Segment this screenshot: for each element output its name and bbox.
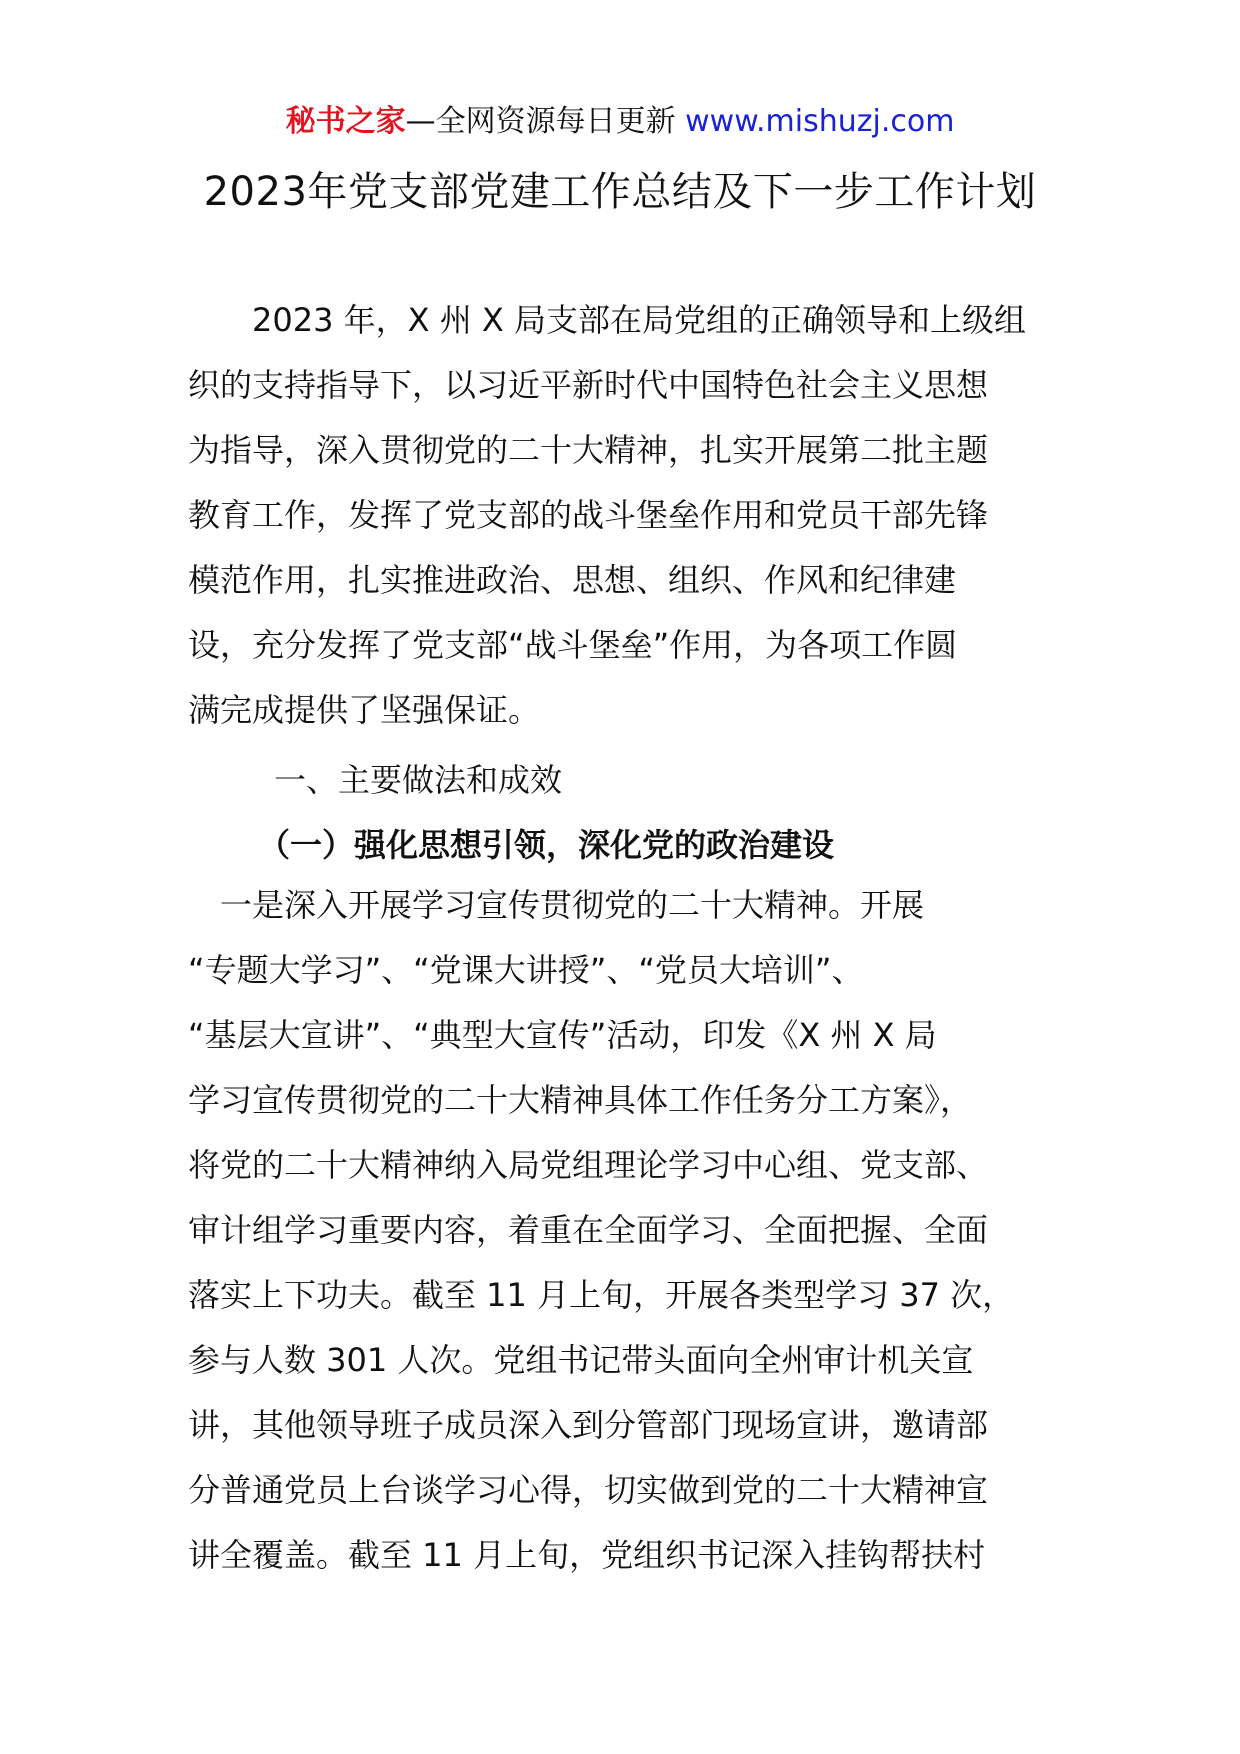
header-url-link[interactable]: www.mishuzj.com	[685, 104, 955, 139]
paragraph-line: 2023 年，X 州 X 局支部在局党组的正确领导和上级组	[188, 301, 1026, 339]
header-tagline: —全网资源每日更新	[405, 104, 676, 139]
paragraph-line: “专题大学习”、“党课大讲授”、“党员大培训”、	[188, 951, 864, 989]
paragraph-line: 教育工作，发挥了党支部的战斗堡垒作用和党员干部先锋	[188, 496, 989, 534]
paragraph-line: 一是深入开展学习宣传贯彻党的二十大精神。开展	[188, 886, 925, 924]
paragraph-line: 审计组学习重要内容，着重在全面学习、全面把握、全面	[188, 1211, 989, 1249]
paragraph-line: 为指导，深入贯彻党的二十大精神，扎实开展第二批主题	[188, 431, 989, 469]
paragraph-line: “基层大宣讲”、“典型大宣传”活动，印发《X 州 X 局	[188, 1016, 937, 1054]
section-heading: 一、主要做法和成效	[274, 761, 563, 799]
paragraph-line: 满完成提供了坚强保证。	[188, 691, 541, 729]
paragraph-line: 讲，其他领导班子成员深入到分管部门现场宣讲，邀请部	[188, 1406, 989, 1444]
body-paragraph	[188, 873, 1058, 1588]
subsection-heading: （一）强化思想引领，深化党的政治建设	[258, 826, 835, 864]
paragraph-line: 将党的二十大精神纳入局党组理论学习中心组、党支部、	[188, 1146, 989, 1184]
document-title: 2023年党支部党建工作总结及下一步工作计划	[203, 169, 1037, 215]
paragraph-line: 分普通党员上台谈学习心得，切实做到党的二十大精神宣	[188, 1471, 989, 1509]
paragraph-line: 模范作用，扎实推进政治、思想、组织、作风和纪律建	[188, 561, 957, 599]
brand-name: 秘书之家	[285, 104, 406, 139]
paragraph-line: 落实上下功夫。截至 11 月上旬，开展各类型学习 37 次，	[188, 1276, 1015, 1314]
site-header	[0, 100, 1240, 144]
paragraph-line: 设，充分发挥了党支部“战斗堡垒”作用，为各项工作圆	[188, 626, 958, 664]
paragraph-line: 学习宣传贯彻党的二十大精神具体工作任务分工方案》，	[188, 1081, 973, 1119]
paragraph-line: 织的支持指导下，以习近平新时代中国特色社会主义思想	[188, 366, 989, 404]
paragraph-line: 讲全覆盖。截至 11 月上旬，党组织书记深入挂钩帮扶村	[188, 1536, 986, 1574]
paragraph-line: 参与人数 301 人次。党组书记带头面向全州审计机关宣	[188, 1341, 974, 1379]
intro-paragraph	[188, 288, 1058, 743]
